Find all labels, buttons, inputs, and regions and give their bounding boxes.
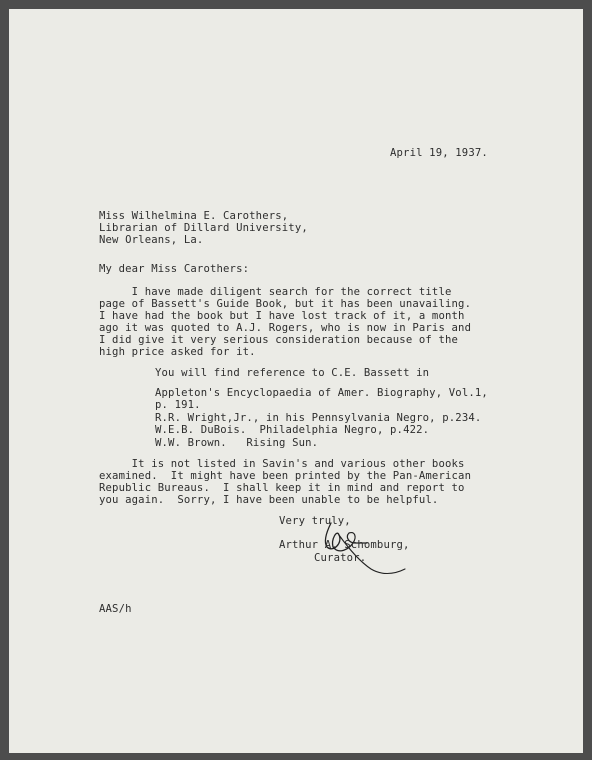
letter-date: April 19, 1937. [390,147,488,159]
body-line: examined. It might have been printed by the Pan-American [99,470,472,482]
recipient-line-2: Librarian of Dillard University, [99,222,308,234]
reference-line: Appleton's Encyclopaedia of Amer. Biography, Vol.1, [155,387,488,399]
body-line: I have had the book but I have lost track of it, a month [99,310,465,322]
signer-name: Arthur A. Schomburg, [279,539,410,551]
reference-line: R.R. Wright,Jr., in his Pennsylvania Negro, p.234. [155,412,482,424]
reference-intro: You will find reference to C.E. Bassett in [155,367,430,379]
reference-line: p. 191. [155,399,201,411]
closing: Very truly, [279,515,351,527]
body-line: page of Bassett's Guide Book, but it has been unavailing. [99,298,472,310]
recipient-line-1: Miss Wilhelmina E. Carothers, [99,210,289,222]
body-line: high price asked for it. [99,346,256,358]
body-line: I did give it very serious consideration because of the [99,334,459,346]
body-line: I have made diligent search for the correct title [99,286,452,298]
body-line: Republic Bureaus. I shall keep it in mind and report to [99,482,465,494]
recipient-line-3: New Orleans, La. [99,234,204,246]
body-line: ago it was quoted to A.J. Rogers, who is now in Paris and [99,322,472,334]
reference-line: W.W. Brown. Rising Sun. [155,437,319,449]
letter-page [9,9,583,753]
signer-title: Curator. [314,552,367,564]
typist-initials: AAS/h [99,603,132,615]
reference-line: W.E.B. DuBois. Philadelphia Negro, p.422. [155,424,430,436]
body-line: you again. Sorry, I have been unable to be helpful. [99,494,439,506]
salutation: My dear Miss Carothers: [99,263,250,275]
body-line: It is not listed in Savin's and various other books [99,458,465,470]
